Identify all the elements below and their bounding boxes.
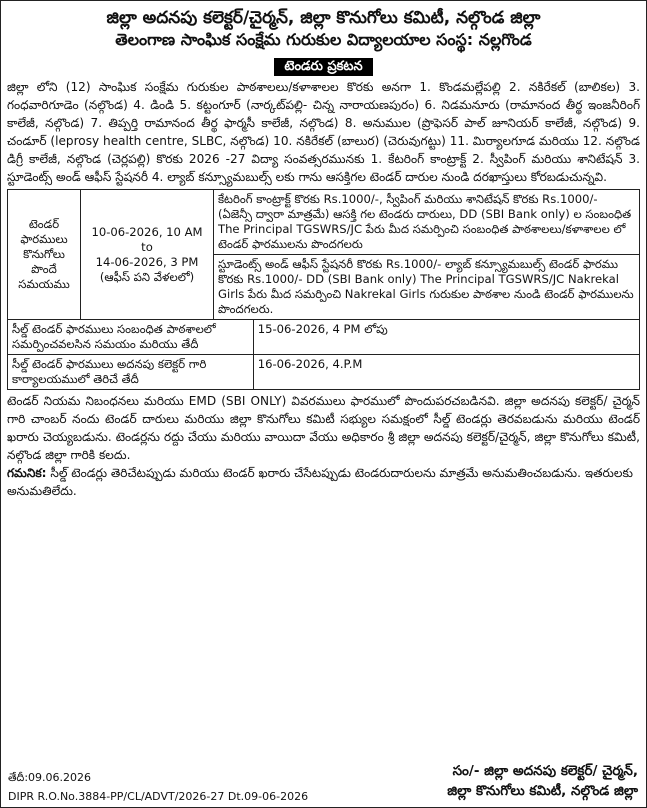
tender-schedule-table xyxy=(7,189,640,390)
note-label: గమనిక: xyxy=(7,466,47,481)
header-title: జిల్లా అదనపు కలెక్టర్/చైర్మన్, జిల్లా కొనుగోలు కమిటీ, నల్గొండ జిల్లా xyxy=(106,8,541,28)
header-subtitle: తెలంగాణ సాంఘిక సంక్షేమ గురుకుల విద్యాలయాల సంస్థ: నల్లగొండ xyxy=(115,30,532,49)
intro-paragraph: జిల్లా లోని (12) సాంఘిక సంక్షేమ గురుకుల పాఠశాలలు/కళాశాలల కొరకు అనగా 1. కొండమల్లేపల్లి 2. నకిరేకల్ (బాలికల) 3. గంధవారిగూడెం (నల్గొండ) 4. డిండి 5. కట్టంగూర్ (నార్కట్‌పల్లి- చిన్న నారాయణపురం) 6. నిడమనూరు (రామానంద తీర్థ ఇంజనీరింగ్ కాలేజీ, నల్గొండ) 7. తిప్పర్తి రామానంద తీర్థ ఫార్మసీ కాలేజీ, నల్గొండ) 8. అనుముల (ప్రొఫెసర్ పాల్ జూనియర్ కాలేజీ, నల్గొండ) 9. చండూర్ (leprosy health centre, SLBC, నల్గొండ) 10. నకిరేకల్ (బాలుర) (చెరువుగట్టు) 11. మిర్యాలగూడ మరియు 12. నల్గొండ డిగ్రీ కాలేజీ, నల్గొండ (చెర్లపల్లి) కొరకు 2026 -27 విద్యా సంవత్సరమునకు 1. కేటరింగ్ కాంట్రాక్ట్ 2. స్వీపింగ్ మరియు శానిటేషన్ 3. స్టూడెంట్స్ అండ్ ఆఫీస్ స్టేషనరీ 4. ల్యాబ్ కన్స్యూమబుల్స్ లకు గాను ఆసక్తిగల టెండర్ దారుల నుండి దరఖాస్తులు కోరబడుచున్నవి. xyxy=(7,80,640,184)
opening-date: 16-06-2026, 4.P.M xyxy=(253,355,639,390)
badge-wrap xyxy=(7,55,640,76)
date-to: 14-06-2026, 3 PM xyxy=(95,254,199,269)
terms-paragraph: టెండర్ నియమ నిబంధనలు మరియు EMD (SBI ONLY) వివరములు ఫారములో పొందుపరచబడినవి. జిల్లా అదనపు కలెక్టర్/ చైర్మన్ గారి చాంబర్ నందు టెండర్ దారులు మరియు జిల్లా కొనుగోలు కమిటీ సభ్యుల సమక్షంలో సీల్డ్ టెండర్లు తెరవబడును మరియు టెండర్ ఖరారు చెయ్యబడును. టెండర్లను రద్దు చేయు మరియు వాయిదా వేయు అధికారం శ్రీ జిల్లా అదనపు కలెక్టర్/చైర్మన్, జిల్లా కొనుగోలు కమిటీ, నల్గొండ జిల్లా గారికి కలదు. xyxy=(7,394,640,463)
signature-block xyxy=(447,761,638,801)
note-text: సీల్డ్ టెండర్లు తెరిచేటప్పుడు మరియు టెండర్ ఖరారు చేసేటప్పుడు టెండరుదారులను మాత్రమే అనుమతించబడును. ఇతరులకు అనుమతిలేదు. xyxy=(7,466,633,498)
notice-date: తేదీ:09.06.2026 xyxy=(8,771,92,784)
signature-line-2: జిల్లా కొనుగోలు కమిటీ, నల్గొండ జిల్లా xyxy=(447,783,638,799)
date-to-word: to xyxy=(141,239,153,254)
opening-label: సీల్డ్ టెండర్ ఫారములు అదనపు కలెక్టర్ గారి కార్యాలయములో తెరిచే తేదీ xyxy=(8,355,254,390)
date-from: 10-06-2026, 10 AM xyxy=(91,224,203,239)
note-paragraph xyxy=(7,465,640,501)
catering-sweeping-info: కేటరింగ్ కాంట్రాక్ట్ కొరకు Rs.1000/-, స్వీపింగ్ మరియు శానిటేషన్ కొరకు Rs.1000/- (ఏజెన్సీ ద్వారా మాత్రమే) ఆసక్తి గల టెండరు దారులు, DD (SBI Bank only) ల సంబంధిత The Principal TGSWRS/JC పేరు మీద సమర్పించి సంబంధిత పాఠశాలలు/కళాశాలల లో టెండర్ ఫారములను పొందగలరు xyxy=(214,190,640,255)
signature-line-1: సం/- జిల్లా అదనపు కలెక్టర్/ చైర్మన్, xyxy=(452,763,638,779)
dipr-reference: DIPR R.O.No.3884-PP/CL/ADVT/2026-27 Dt.09-06-2026 xyxy=(8,790,309,803)
submission-deadline: 15-06-2026, 4 PM లోపు xyxy=(253,320,639,355)
submission-label: సీల్డ్ టెండర్ ఫారములు సంబంధిత పాఠశాలలో సమర్పించవలసిన సమయం మరియు తేదీ xyxy=(8,320,254,355)
tender-announcement-badge: టెండరు ప్రకటన xyxy=(274,58,372,76)
form-purchase-dates xyxy=(81,190,214,320)
stationery-lab-info: స్టూడెంట్స్ అండ్ ఆఫీస్ స్టేషనరీ కొరకు Rs.1000/- ల్యాబ్ కన్స్యూమబుల్స్ టెండర్ ఫారము కొరకు Rs.1000/- DD (SBI Bank only) The Principal TGSWRS/JC Nakrekal Girls పేరు మీద సమర్పించి Nakrekal Girls గురుకుల పాఠశాల నుండి టెండర్ ఫారములను పొందగలరు. xyxy=(214,255,640,320)
form-purchase-label: టెండర్ ఫారములు కొనుగోలు పొందే సమయము xyxy=(8,190,81,320)
date-note: (ఆఫీస్ పని వేళలలో) xyxy=(99,269,195,284)
